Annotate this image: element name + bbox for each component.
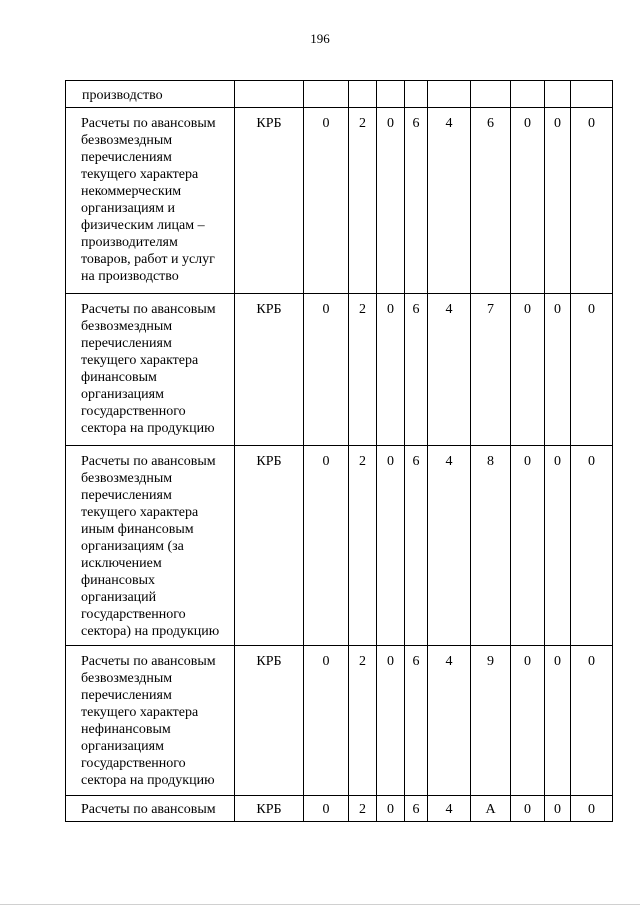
row-code: КРБ	[235, 796, 304, 822]
row-digit	[377, 81, 405, 108]
table-row	[66, 796, 613, 822]
row-digit: 0	[377, 446, 405, 646]
row-digit: 0	[511, 294, 545, 446]
table-row	[66, 446, 613, 646]
row-code: КРБ	[235, 446, 304, 646]
row-name: производство	[66, 81, 235, 108]
row-digit: 0	[377, 646, 405, 796]
row-digit: 8	[471, 446, 511, 646]
row-digit: А	[471, 796, 511, 822]
row-digit: 4	[428, 294, 471, 446]
row-digit: 2	[349, 446, 377, 646]
row-digit: 0	[304, 796, 349, 822]
row-digit: 0	[545, 796, 571, 822]
row-digit: 0	[304, 294, 349, 446]
row-digit: 2	[349, 796, 377, 822]
row-digit	[511, 81, 545, 108]
row-digit: 9	[471, 646, 511, 796]
row-digit: 7	[471, 294, 511, 446]
row-digit: 0	[571, 796, 613, 822]
row-code: КРБ	[235, 646, 304, 796]
row-digit: 0	[511, 796, 545, 822]
row-digit: 4	[428, 646, 471, 796]
row-digit: 2	[349, 294, 377, 446]
row-digit: 6	[405, 446, 428, 646]
row-name: Расчеты по авансовым безвозмездным перечислениям текущего характера некоммерческим организациям и физическим лицам – производителям товаров, работ и услуг на производство	[66, 108, 235, 294]
row-code: КРБ	[235, 108, 304, 294]
row-code: КРБ	[235, 294, 304, 446]
row-digit: 0	[545, 294, 571, 446]
table-row	[66, 108, 613, 294]
row-digit: 0	[511, 646, 545, 796]
row-digit: 0	[545, 446, 571, 646]
row-name: Расчеты по авансовым безвозмездным перечислениям текущего характера нефинансовым организациям государственного сектора на продукцию	[66, 646, 235, 796]
table-row	[66, 81, 613, 108]
row-digit: 4	[428, 796, 471, 822]
row-digit: 4	[428, 108, 471, 294]
row-digit	[471, 81, 511, 108]
row-name: Расчеты по авансовым	[66, 796, 235, 822]
row-digit: 0	[571, 108, 613, 294]
row-digit: 0	[304, 108, 349, 294]
account-codes-table	[65, 80, 613, 822]
row-digit	[349, 81, 377, 108]
row-digit: 0	[545, 646, 571, 796]
row-digit	[428, 81, 471, 108]
row-digit: 0	[377, 796, 405, 822]
table-row	[66, 646, 613, 796]
row-digit: 6	[405, 108, 428, 294]
page-number: 196	[310, 31, 330, 46]
row-digit	[405, 81, 428, 108]
row-digit: 0	[304, 646, 349, 796]
table-row	[66, 294, 613, 446]
row-name: Расчеты по авансовым безвозмездным перечислениям текущего характера финансовым организациям государственного сектора на продукцию	[66, 294, 235, 446]
row-digit: 4	[428, 446, 471, 646]
row-digit: 0	[571, 294, 613, 446]
row-digit	[304, 81, 349, 108]
row-digit: 2	[349, 646, 377, 796]
row-digit: 0	[545, 108, 571, 294]
row-digit: 2	[349, 108, 377, 294]
row-digit: 0	[571, 446, 613, 646]
row-digit: 6	[405, 646, 428, 796]
row-digit	[545, 81, 571, 108]
row-digit: 6	[405, 294, 428, 446]
row-digit	[571, 81, 613, 108]
row-digit: 6	[471, 108, 511, 294]
row-digit: 0	[511, 446, 545, 646]
row-code	[235, 81, 304, 108]
row-digit: 0	[377, 108, 405, 294]
row-digit: 6	[405, 796, 428, 822]
row-digit: 0	[511, 108, 545, 294]
row-digit: 0	[304, 446, 349, 646]
row-name: Расчеты по авансовым безвозмездным перечислениям текущего характера иным финансовым организациям (за исключением финансовых организаций государственного сектора) на продукцию	[66, 446, 235, 646]
row-digit: 0	[377, 294, 405, 446]
row-digit: 0	[571, 646, 613, 796]
